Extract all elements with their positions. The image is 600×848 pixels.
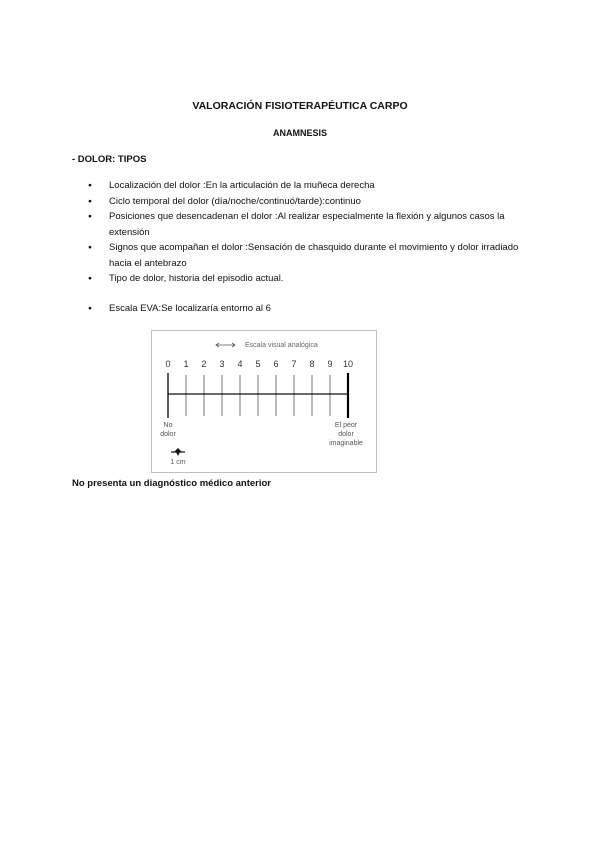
footer-note: No presenta un diagnóstico médico anterior bbox=[72, 478, 272, 489]
eva-tick-label: 1 bbox=[183, 359, 189, 369]
label-peor-dolor-line3: imaginable bbox=[329, 440, 363, 447]
bullet-list bbox=[88, 178, 528, 316]
section-subtitle: ANAMNESIS bbox=[272, 128, 327, 138]
eva-caption: Escala visual analógica bbox=[245, 342, 318, 349]
eva-tick-label: 8 bbox=[309, 359, 315, 369]
unit-marker-icon bbox=[171, 448, 185, 456]
eva-tick-label: 0 bbox=[165, 359, 171, 369]
eva-tick-label: 10 bbox=[342, 359, 354, 369]
eva-tick-label: 9 bbox=[327, 359, 333, 369]
bullet-item-posiciones: ● Posiciones que desencadenan el dolor :Al realizar especialmente la flexión y algunos casos la extensión bbox=[88, 209, 528, 240]
bullet-item-localizacion: ● Localización del dolor :En la articulación de la muñeca derecha bbox=[88, 178, 528, 194]
document-title: VALORACIÓN FISIOTERAPÉUTICA CARPO bbox=[192, 100, 408, 112]
eva-scale-svg bbox=[152, 331, 376, 472]
bullet-item-signos: ● Signos que acompañan el dolor :Sensación de chasquido durante el movimiento y dolor irradiado hacia el antebrazo bbox=[88, 240, 528, 271]
label-no-dolor-line1: No bbox=[163, 422, 173, 429]
bullet-item-tipo-dolor: ● Tipo de dolor, historia del episodio actual. bbox=[88, 271, 528, 287]
section-heading: - DOLOR: TIPOS bbox=[72, 154, 147, 165]
bullet-item-ciclo-temporal: ● Ciclo temporal del dolor (día/noche/continuó/tarde):continuo bbox=[88, 194, 528, 210]
eva-tick-label: 7 bbox=[291, 359, 297, 369]
label-peor-dolor-line1: El peor bbox=[334, 422, 358, 429]
unit-label: 1 cm bbox=[170, 459, 186, 466]
eva-scale-figure bbox=[151, 330, 377, 473]
label-no-dolor-line2: dolor bbox=[160, 431, 176, 438]
eva-tick-label: 5 bbox=[255, 359, 261, 369]
eva-tick-label: 3 bbox=[219, 359, 225, 369]
eva-tick-label: 2 bbox=[201, 359, 207, 369]
eva-tick-group bbox=[165, 359, 353, 418]
label-peor-dolor-line2: dolor bbox=[338, 431, 354, 438]
bullet-item-escala-eva: ● Escala EVA:Se localizaría entorno al 6 bbox=[88, 301, 528, 317]
eva-tick-label: 6 bbox=[273, 359, 279, 369]
eva-tick-label: 4 bbox=[237, 359, 243, 369]
